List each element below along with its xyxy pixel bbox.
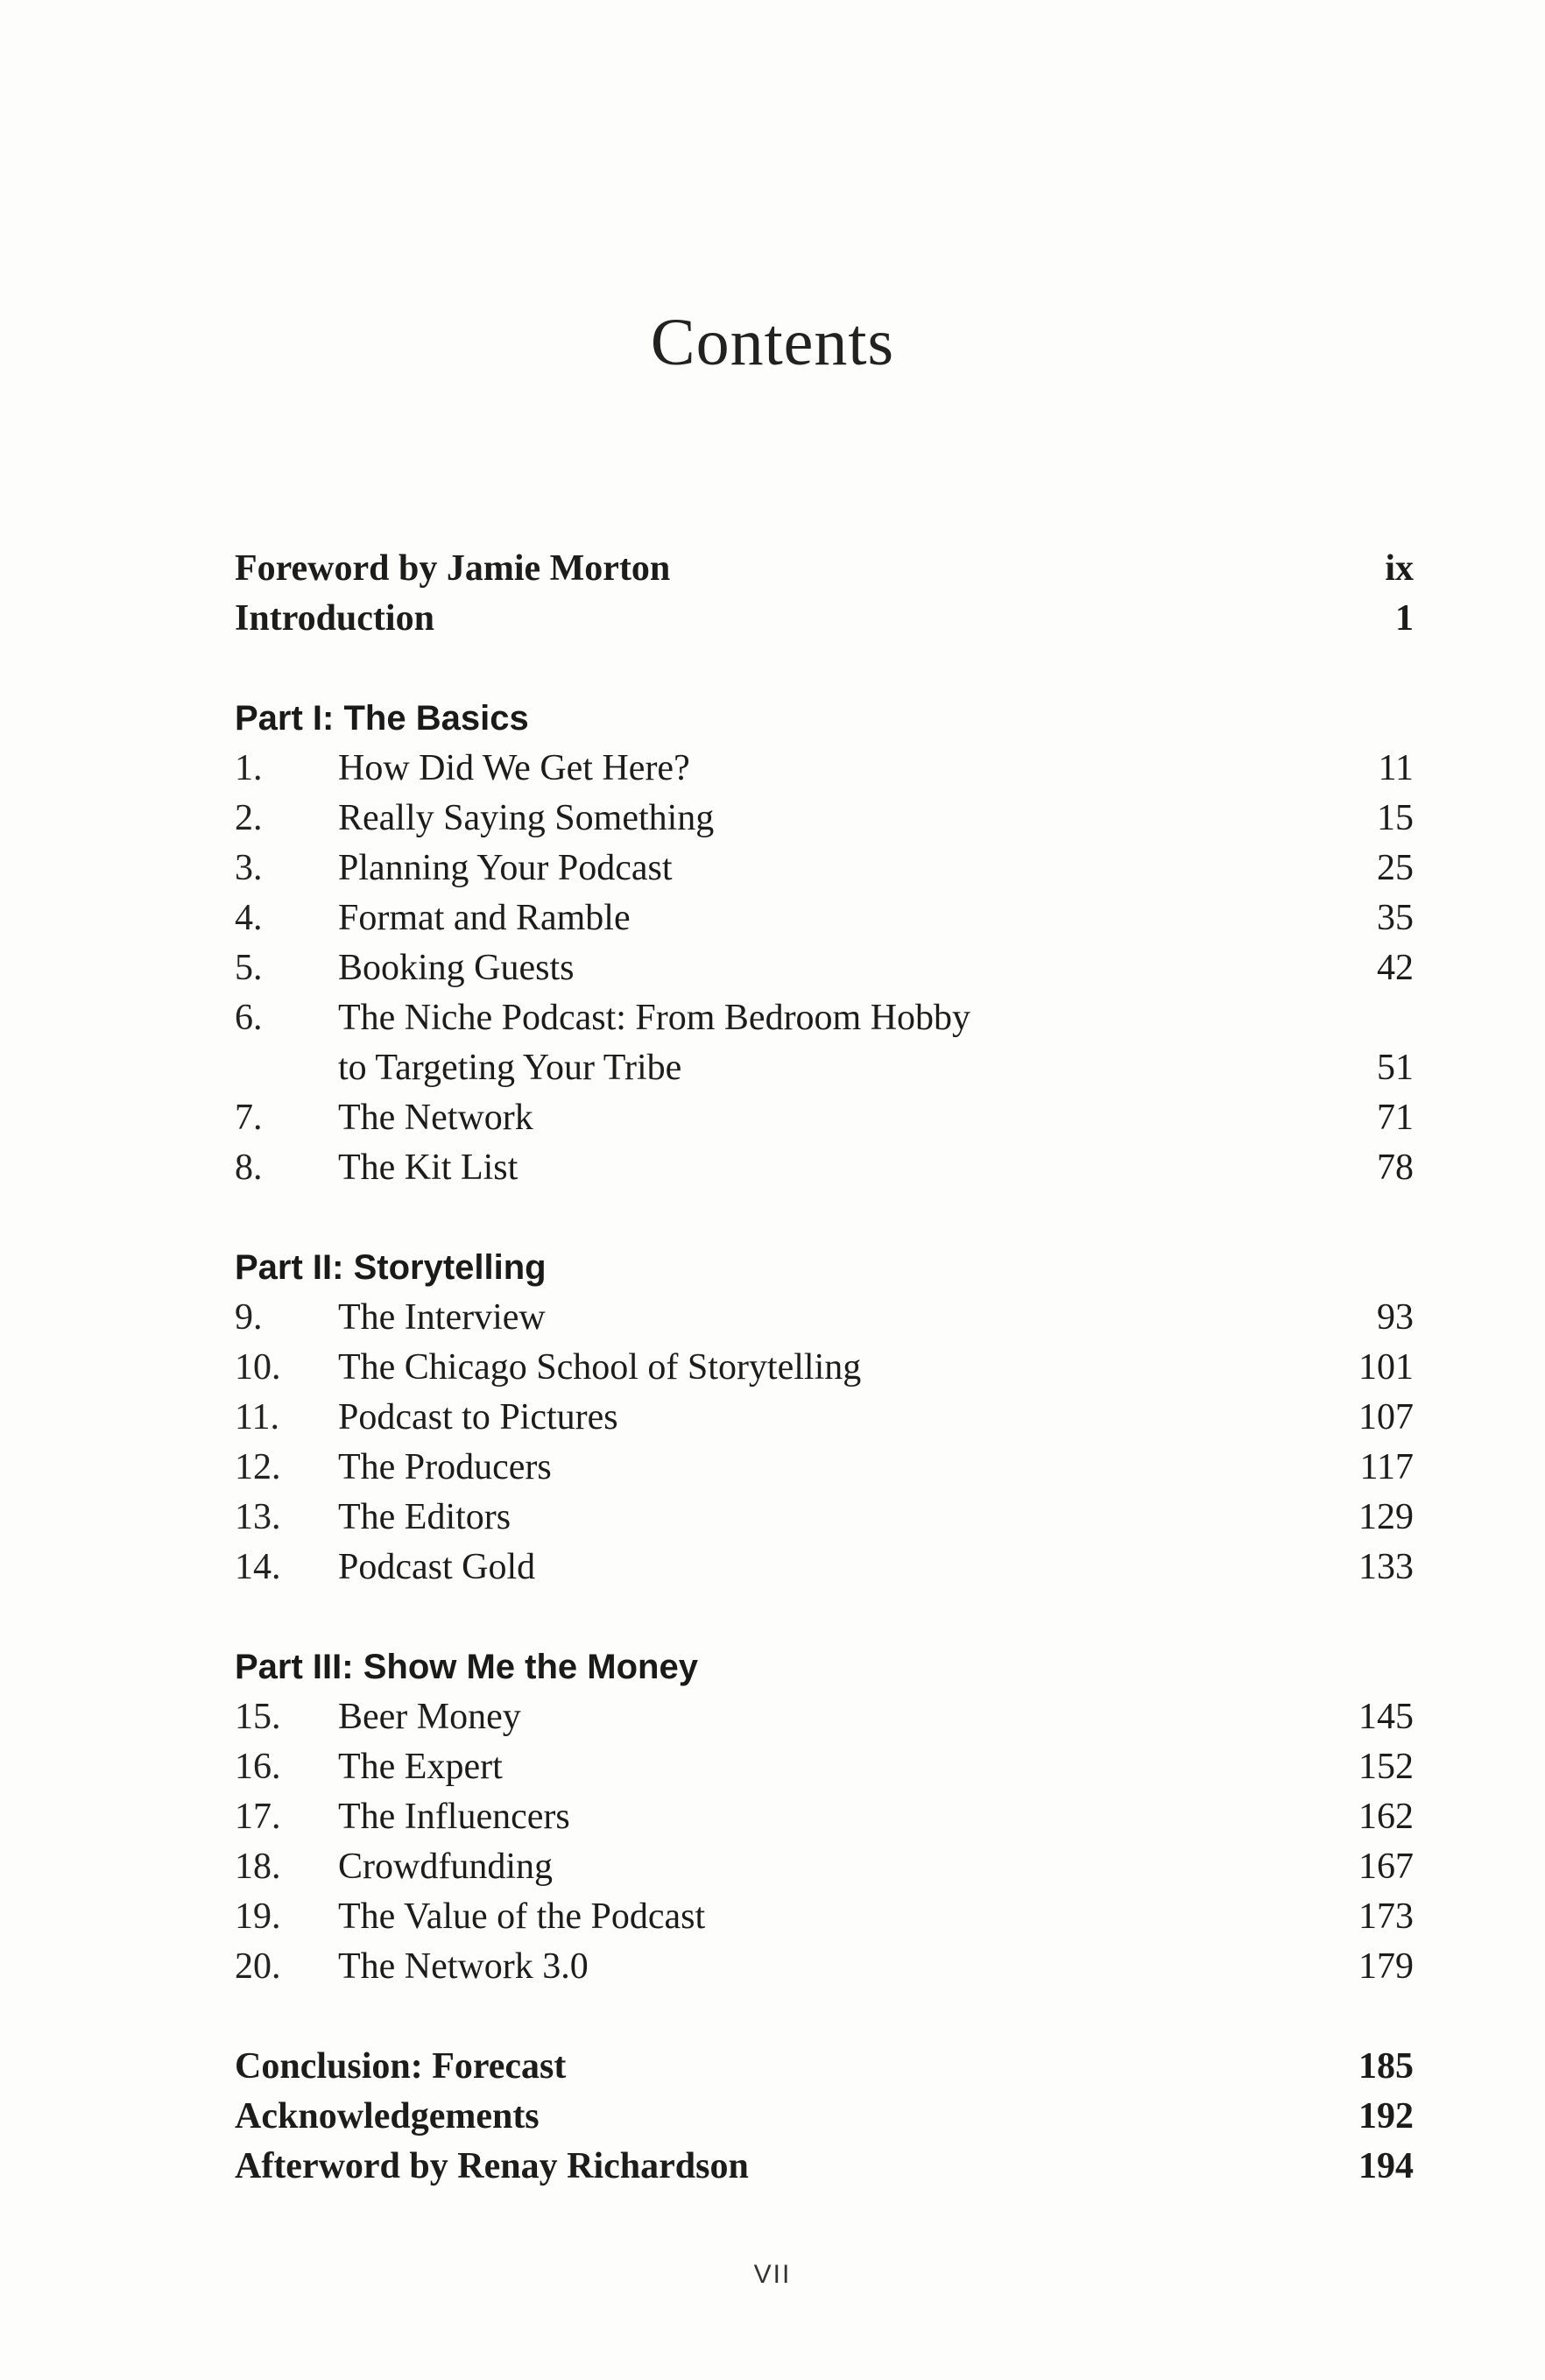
chapter-page: 42	[1377, 948, 1414, 988]
toc-entry-acknowledgements[interactable]	[235, 2092, 1414, 2142]
chapter-row-continuation[interactable]	[235, 1043, 1414, 1093]
toc-entry-afterword[interactable]	[235, 2142, 1414, 2192]
chapter-number: 14.	[235, 1547, 281, 1587]
entry-title: Conclusion: Forecast	[235, 2046, 567, 2087]
chapter-row[interactable]	[235, 1143, 1414, 1193]
chapter-title: The Chicago School of Storytelling	[338, 1347, 862, 1388]
chapter-row[interactable]	[235, 1692, 1414, 1742]
chapter-page: 117	[1359, 1447, 1414, 1487]
chapter-number: 19.	[235, 1896, 281, 1937]
chapter-title: The Expert	[338, 1747, 503, 1787]
chapter-title: The Value of the Podcast	[338, 1896, 706, 1937]
chapter-row[interactable]	[235, 1892, 1414, 1942]
chapter-title: The Network 3.0	[338, 1946, 589, 1987]
chapter-page: 15	[1377, 798, 1414, 838]
chapter-title: The Network	[338, 1098, 533, 1138]
chapter-number: 12.	[235, 1447, 281, 1487]
chapter-number: 3.	[235, 848, 263, 888]
chapter-row[interactable]	[235, 1942, 1414, 1992]
chapter-number: 1.	[235, 748, 263, 788]
entry-title: Afterword by Renay Richardson	[235, 2146, 749, 2186]
chapter-row[interactable]	[235, 1543, 1414, 1593]
chapter-page: 167	[1358, 1847, 1414, 1887]
chapter-number: 5.	[235, 948, 263, 988]
table-of-contents	[235, 544, 1414, 2192]
entry-page: 185	[1358, 2046, 1414, 2087]
chapter-title: The Interview	[338, 1297, 546, 1338]
chapter-number: 17.	[235, 1797, 281, 1837]
chapter-row[interactable]	[235, 844, 1414, 893]
chapter-number: 4.	[235, 898, 263, 938]
chapter-row[interactable]	[235, 1493, 1414, 1543]
chapter-number: 15.	[235, 1697, 281, 1737]
chapter-row[interactable]	[235, 893, 1414, 943]
chapter-number: 18.	[235, 1847, 281, 1887]
chapter-number: 9.	[235, 1297, 263, 1338]
chapter-number: 13.	[235, 1497, 281, 1537]
chapter-title: Booking Guests	[338, 948, 575, 988]
chapter-title: Really Saying Something	[338, 798, 715, 838]
chapter-number: 8.	[235, 1148, 263, 1188]
chapter-title: The Influencers	[338, 1797, 570, 1837]
part-heading: Part III: Show Me the Money	[235, 1648, 698, 1686]
chapter-page: 133	[1358, 1547, 1414, 1587]
chapter-row[interactable]	[235, 1393, 1414, 1443]
part-heading: Part I: The Basics	[235, 699, 529, 738]
chapter-title: Crowdfunding	[338, 1847, 553, 1887]
chapter-page: 179	[1358, 1946, 1414, 1987]
chapter-number: 10.	[235, 1347, 281, 1388]
chapter-row[interactable]	[235, 1792, 1414, 1842]
chapter-number: 20.	[235, 1946, 281, 1987]
toc-entry-introduction[interactable]	[235, 594, 1414, 644]
chapter-number: 2.	[235, 798, 263, 838]
chapter-row[interactable]	[235, 993, 1414, 1043]
chapter-title: The Kit List	[338, 1148, 519, 1188]
chapter-page: 145	[1358, 1697, 1414, 1737]
chapter-page: 173	[1358, 1896, 1414, 1937]
chapter-page: 129	[1358, 1497, 1414, 1537]
chapter-number: 11.	[235, 1397, 279, 1437]
chapter-page: 107	[1358, 1397, 1414, 1437]
chapter-title: How Did We Get Here?	[338, 748, 690, 788]
chapter-number: 6.	[235, 998, 263, 1038]
chapter-row[interactable]	[235, 1842, 1414, 1892]
chapter-page: 93	[1377, 1297, 1414, 1338]
chapter-row[interactable]	[235, 1443, 1414, 1493]
page-title: Contents	[650, 306, 895, 379]
chapter-page: 11	[1378, 748, 1414, 788]
entry-title: Acknowledgements	[235, 2096, 540, 2136]
chapter-row[interactable]	[235, 1343, 1414, 1393]
chapter-page: 78	[1377, 1148, 1414, 1188]
entry-page: 1	[1395, 598, 1414, 639]
chapter-row[interactable]	[235, 1093, 1414, 1143]
toc-entry-foreword[interactable]	[235, 544, 1414, 594]
chapter-title: Podcast to Pictures	[338, 1397, 618, 1437]
chapter-page: 51	[1377, 1048, 1414, 1088]
chapter-page: 152	[1358, 1747, 1414, 1787]
chapter-title: The Producers	[338, 1447, 552, 1487]
entry-title: Foreword by Jamie Morton	[235, 548, 671, 589]
chapter-row[interactable]	[235, 1293, 1414, 1343]
chapter-page: 71	[1377, 1098, 1414, 1138]
chapter-page: 101	[1358, 1347, 1414, 1388]
page-folio: VII	[753, 2260, 792, 2289]
chapter-title: Podcast Gold	[338, 1547, 536, 1587]
entry-page: ix	[1385, 548, 1414, 589]
chapter-title: The Editors	[338, 1497, 511, 1537]
chapter-title: Planning Your Podcast	[338, 848, 673, 888]
chapter-number: 7.	[235, 1098, 263, 1138]
toc-entry-conclusion[interactable]	[235, 2042, 1414, 2092]
part-heading: Part II: Storytelling	[235, 1248, 547, 1287]
chapter-title-line2: to Targeting Your Tribe	[338, 1048, 682, 1088]
entry-page: 194	[1358, 2146, 1414, 2186]
chapter-row[interactable]	[235, 744, 1414, 794]
chapter-title: Beer Money	[338, 1697, 521, 1737]
chapter-number: 16.	[235, 1747, 281, 1787]
chapter-page: 162	[1358, 1797, 1414, 1837]
chapter-row[interactable]	[235, 794, 1414, 844]
chapter-row[interactable]	[235, 1742, 1414, 1792]
chapter-row[interactable]	[235, 943, 1414, 993]
chapter-title: The Niche Podcast: From Bedroom Hobby	[338, 998, 971, 1038]
entry-page: 192	[1358, 2096, 1414, 2136]
chapter-title: Format and Ramble	[338, 898, 631, 938]
chapter-page: 25	[1377, 848, 1414, 888]
chapter-page: 35	[1377, 898, 1414, 938]
entry-title: Introduction	[235, 598, 434, 639]
